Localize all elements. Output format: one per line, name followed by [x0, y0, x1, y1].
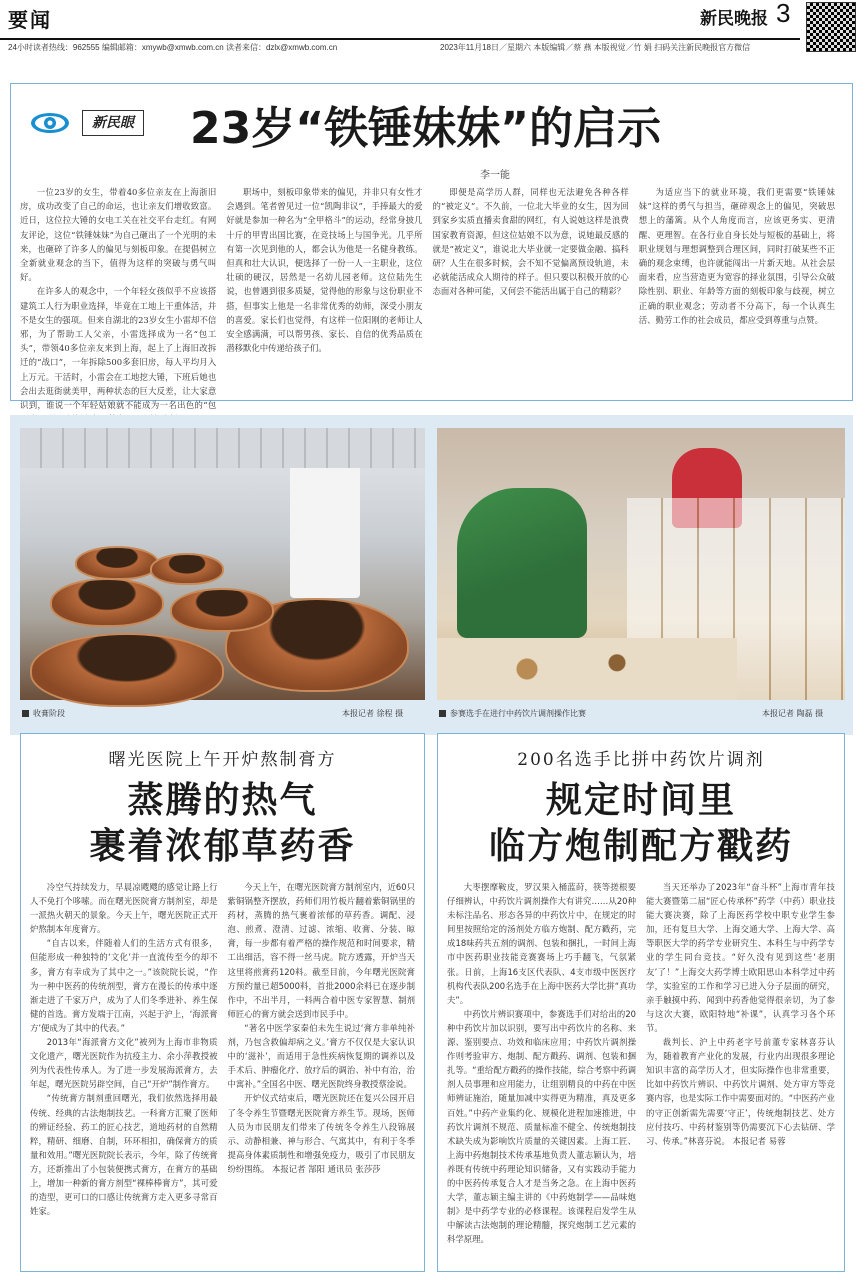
left-col-2	[228, 880, 416, 1265]
right-headline-1: 规定时间里	[545, 780, 736, 821]
photo-caption-right: 参赛选手在进行中药饮片调剂操作比赛	[439, 708, 586, 719]
qr-code-icon	[806, 2, 856, 52]
photo-credit-right: 本报记者 陶磊 摄	[762, 709, 824, 718]
left-headline-1: 蒸腾的热气	[127, 780, 318, 821]
page-number: 3	[776, 0, 791, 28]
left-story-body	[30, 880, 415, 1265]
copper-pot-image	[75, 546, 159, 580]
right-kicker: 200名选手比拼中药饮片调剂	[517, 750, 765, 770]
left-headline-2: 裹着浓郁草药香	[89, 826, 356, 867]
column-tag: 新民眼	[82, 110, 144, 136]
dateline-text: 2023年11月18日／星期六 本版编辑／蔡 燕 本版视觉／竹 娟 扫码关注新民晚报官方微信	[440, 43, 751, 52]
photo-herb-competition	[437, 428, 845, 700]
paragraph: 即便是高学历人群，同样也无法避免各种各样的“被定义”。不久前，一位北大毕业的女生，因为回到家乡实质直播卖食甜的网红，有人说她这样是浪费国家教育资源，但这位姑娘不以为意，说她最反感的就是“被定义”，谁说北大毕业就一定要做金融、搞科研？人生在很多时候，会不知不觉偏离预设轨道，未必就能活成众人期待的样子。但只要以积极开放的心态面对各种可能，又何尝不能活出属于自己的精彩？	[432, 187, 629, 297]
paragraph: “自古以来，伴随着人们的生活方式有很多，但能形成一种独特的‘文化’并一直流传至今的却不多，膏方有幸成为了其中之一。”该院院长说，“作为一种中医药的传统剂型，膏方在漫长的传承中逐渐走进了千家万户，成为了人们冬季进补、养生保健的首选。膏方发端于江南，兴起于沪上，‘海派膏方’便成为了其中的代表。”	[30, 938, 218, 1033]
contestant-figure	[457, 488, 587, 638]
right-story-body	[447, 880, 835, 1265]
copper-pot-image	[150, 553, 224, 585]
masthead: 新民晚报	[700, 9, 768, 29]
paragraph: 中药饮片辨识赛项中，参赛选手们对给出的20种中药饮片加以识别，要写出中药饮片的名称、来源、鉴别要点、功效和临床应用；中药饮片调剂操作则考验审方、炮制、配方戳药、调剂、包装和捆扎等。“重给配方戳药的操作技能，综合考察中药调剂人员事理和应用能力，让组别精良的中药在中医师辨证施治，随量加减中实得更为精准，真及更多百姓。”中药产业集约化、规模化进程加速推进，中药饮片调剂不规范、质量标准不健全、传统炮制技术缺失成为影响饮片质量的关键因素。上海工匠、上海中药炮制技术传承基地负责人董志颖认为，培养既有传统中药理论知识储备，又有实践动手能力的中医药传承复合人才是当务之急。在上海中医药大学，董志颖主编主讲的《中药炮制学——品味炮制》是中药学专业的必修课程。该课程启发学生从中解读古法炮制的理论精髓，探究炮制工艺元素的科学原理。	[447, 1008, 636, 1245]
copper-pot-image	[170, 588, 274, 632]
paragraph: 当天还举办了2023年“奋斗杯”上海市青年技能大赛暨第二届“匠心传承杯”药学（中药）职业技能大赛决赛，除了上海医药学校中职专业学生参加，还有复旦大学、上海交通大学、上海大学、高等职医大学的药学专业研究生、本科生与中药学专业的学生同台竞技。“好久没有见到这些‘老朋友’了！”上海交大药学博士欧阳思山本科学过中药学，实验室的工作和学习已进入分子层面的研究，亲手触摸中药、闻到中药香他觉得很亲切，为了参与这次大赛，欧阳特地“补课”，认真学习各个环节。	[646, 882, 835, 1033]
paragraph: 一位23岁的女生，带着40多位亲友在上海浙旧房，成功改变了自己的命运，也让亲友们增收致富。近日，这位拉大锤的女电工关在社交平台走红。有网友评论，这位“铁锤妹妹”为自己砸出了一个光明的未来，也砸碎了许多人的偏见与刻板印象。在提倡树立全新就业观念的当下，值得为这样的突破与勇气叫好。	[20, 187, 217, 283]
paragraph: 冷空气持续发力，早晨凉飕飕的感觉让路上行人不免打个哆嗦。而在曙光医院膏方制剂室，却是一派热火朝天的景象。今天上午，曙光医院正式开炉熬制本年度膏方。	[30, 882, 218, 935]
hotline-text: 24小时读者热线：962555 编辑邮箱：xmywb@xmwb.com.cn 读者来信：dzlx@xmwb.com.cn	[8, 43, 338, 52]
column-2	[226, 185, 422, 395]
paragraph: 职场中，刻板印象带来的偏见，并非只有女性才会遇到。笔者曾见过一位“凯陶非议”，手捧最大的爱好就是参加一种名为“全甲格斗”的运动，经常身披几十斤的甲胄出国比赛，在竞技场上与国争光。几乎所有第一次见到他的人，都会认为他是一名健身教练。但真和壮大认识，便选择了一份一人一主职业，这位壮硕的硬汉，居然是一名幼儿园老师。这位陆先生说，也曾遇到很多质疑，觉得他的形象与这份职业不搭，但事实上他是一名非常优秀的幼师，深受小朋友的喜爱。家长们也觉得，有这样一位阳刚的老师让人安全感满满，可以帮男孩、家长、自信的优秀品质在潜移默化中传递给孩子们。	[226, 187, 423, 354]
copper-pot-image	[50, 578, 164, 627]
paragraph: 为适应当下的就业环境，我们更需要“铁锤妹妹”这样的勇气与担当，砸碎观念上的偏见，突破思想上的藩篱。从个人角度而言，应该更务实、更清醒、更理智。在各行业自身长处与短板的基础上，将职业规划与理想调整到合理区间，同时打破某些不正确的观念束缚，也许就能闯出一片新天地。从社会层面来看，应当营造更为宽容的择业氛围，引导公众破除性别、职业、年龄等方面的刻板印象与歧视，树立正确的职业观念；劳动者不分高下，每一个认真生活、勤劳工作的社会成员，都应受到尊重与点赞。	[638, 187, 835, 325]
paragraph: 大枣摆摩鞍皮，罗汉果入桶蓝莳，筷等搓根要仔细辨认，中药饮片调剂操作大有讲究……从20种未标注品名、形态各异的中药饮片中，在规定的时间里按照给定的汤剂处方临方炮制、配方戳药，完成18味药共五剂的调剂、包装和捆扎，一时间上海市中医药职业技能竞赛赛场上巧手翻飞，气氛紧张。日前，上海16支区代表队、4支市级中医医疗机构代表队200名选手在上海中医药大学比拼“真功夫”。	[447, 882, 636, 1005]
column-4	[639, 185, 835, 395]
paragraph: 开炉仪式结束后，曙光医院还在复兴公园开启了冬令养生节暨曙光医院膏方养生节。现场，医师人员为市民朋友们带来了传统冬令养生八段锦展示、动静相兼、神与形合、气寓其中，有利于冬季提高身体素质制性和增强免疫力，吸引了市民朋友纷纷围练。 本报记者 郜阳 通讯员 张莎莎	[227, 1093, 415, 1174]
eye-icon	[30, 112, 70, 134]
herb-table	[437, 638, 737, 700]
left-kicker: 曙光医院上午开炉熬制膏方	[108, 750, 337, 770]
photo-caption-left: 收膏阶段	[22, 708, 65, 719]
column-3	[433, 185, 629, 395]
left-col-1	[30, 880, 218, 1265]
section-name: 要闻	[8, 8, 52, 32]
right-col-2	[646, 880, 835, 1265]
right-headline-2: 临方炮制配方戳药	[488, 826, 793, 867]
column-1	[20, 185, 217, 411]
header-rule	[0, 38, 800, 40]
paragraph: 今天上午，在曙光医院膏方制剂室内，近60只紫铜锅整齐摆放，药师们用竹板片翻着紫铜锅里的药材，蒸腾的热气裹着浓郁的草药香。调配、浸泡、煎煮、澄清、过滤、浓缩、收膏、分装、晾膏，每一步都有着严格的操作规范和时间要求，精工出细活，容不得一丝马虎。院方透露，开炉当天这里将煎膏药120料。截至目前，今年曙光医院膏方预约量已超5000料，首批2000余料已在逐步制作中，不出半月，一料两合着中医专家智慧、制剂师匠心的膏方就会送到市民手中。	[227, 882, 415, 1019]
ceiling-vent	[20, 428, 425, 468]
main-headline: 23岁“铁锤妹妹”的启示	[190, 103, 662, 154]
top-story-body	[20, 185, 835, 411]
paragraph: “著名中医学家秦伯未先生说过‘膏方非单纯补剂，乃包含救偏却病之义。’膏方不仅仅是大家认识中的‘滋补’，而适用于急性疾病恢复期的调养以及手术后、肿瘤化疗、放疗后的调治、补中有治，治中寓补。”全国名中医、曙光医院终身教授蔡淦说。	[227, 1022, 415, 1090]
copper-pot-image	[30, 633, 224, 707]
paragraph: “传统膏方制剂重回曙光，我们依然选择用最传统、经典的古法炮制技艺。一科膏方汇聚了医师的辨证经验、药工的匠心技艺，道地药材的自然精粹，精研、细磨、自制，环环相扣，确保膏方的质量和效用。”曙光医院院长表示，今年，除了传统膏方，还新推出了小包装便携式膏方，在膏方的基础上，增加一种新的膏方剂型“裸棒棒膏方”，其可爱的造型，更可口的口感让传统膏方走入更多寻常百姓家。	[30, 1093, 218, 1217]
paragraph: 在许多人的观念中，一个年轻女孩似乎不应该搭建筑工人行为职业选择，毕竟在工地上干重体活，并不是女生的强项。但来自湖北的23岁女生小雷却不信邪，为了帮助工人父亲，小雷选择成为一名“包工头”，带领40多位亲友来到上海，起上了上海旧改拆迁的“战口”，一年拆除500多套旧房，每人平均月入上万元。干活时，小雷会在工地挖大锤，下班后她也会出去逛街就美甲，两种状态的巨大反差，让大家意识到，谁说一个年轻姑娘就不能成为一名出色的“包	[20, 286, 217, 411]
paragraph: 2013年“海派膏方文化”被列为上海市非物质文化遗产，曙光医院作为抗疫主力、余小萍教授被列为代表性传承人。为了进一步发展海派膏方，去年起，曙光医院另辟空间，自己“开炉”制作膏方。	[30, 1037, 218, 1090]
paragraph: 裁判长、沪上中药老字号前董专家林喜芬认为，随着教育产业化的发展，行业内出现很多理论知识丰富的高学历人才，但实际操作也非常重要，比如中药饮片辨识、中药饮片调剂、处方审方等竞赛内容，也是实际工作中需要面对的。“中医药产业的守正创新需先需要‘守正’，传统炮制技艺、处方应付技巧、中药材鉴别等仍需要沉下心去钻研、学习、传承。”林喜芬说。 本报记者 易蓉	[646, 1037, 835, 1146]
photo-credit-left: 本报记者 徐程 摄	[342, 709, 404, 718]
photo-paste-boiling	[20, 428, 425, 700]
right-col-1	[447, 880, 636, 1265]
page-header	[0, 0, 865, 60]
byline: 李一能	[480, 170, 510, 181]
